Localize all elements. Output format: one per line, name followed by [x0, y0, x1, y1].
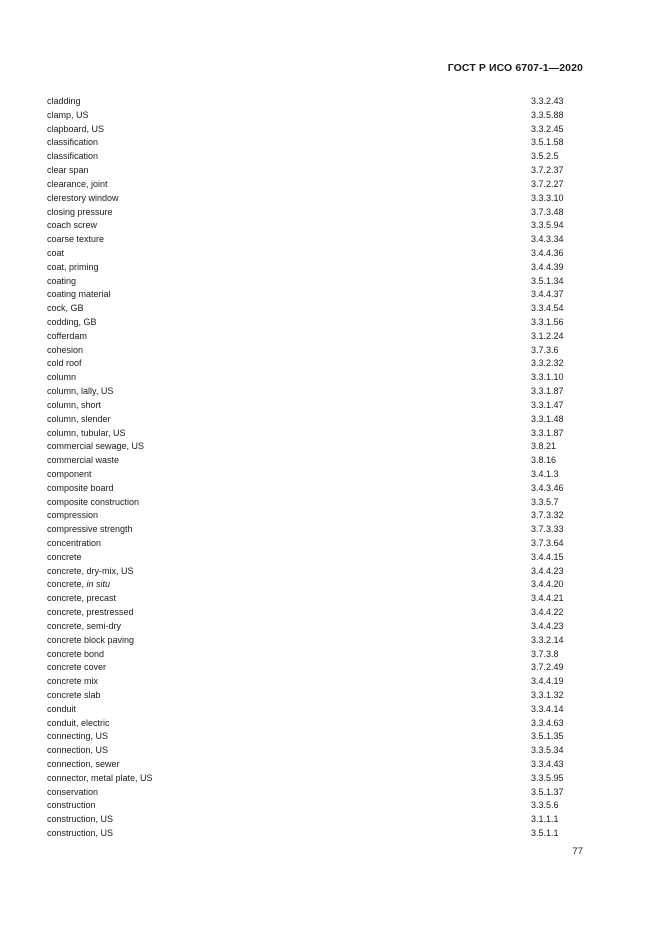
index-term: construction, US — [47, 828, 114, 839]
index-entry — [47, 344, 578, 358]
index-entry — [47, 399, 578, 413]
index-entry — [47, 675, 578, 689]
index-ref: 3.4.3.34 — [531, 234, 564, 245]
index-ref: 3.4.4.19 — [531, 676, 564, 687]
index-entry — [47, 247, 578, 261]
index-ref: 3.3.1.56 — [531, 317, 564, 327]
index-entry — [47, 302, 578, 316]
index-entry — [47, 95, 578, 109]
index-entry — [47, 109, 578, 123]
index-ref: 3.3.2.45 — [531, 123, 564, 134]
index-entry — [47, 468, 578, 482]
index-term: classification — [47, 137, 99, 148]
index-ref: 3.3.1.48 — [531, 413, 564, 424]
index-ref: 3.7.3.8 — [531, 648, 559, 659]
index-entry — [47, 440, 578, 454]
index-entry — [47, 565, 578, 579]
index-entry — [47, 772, 578, 786]
index-ref: 3.4.4.36 — [531, 247, 564, 258]
index-entry — [47, 164, 578, 178]
index-entry — [47, 827, 578, 841]
index-term: concrete bond — [47, 648, 105, 659]
index-entry — [47, 744, 578, 758]
index-ref: 3.3.4.63 — [531, 717, 564, 728]
index-term: composite board — [47, 482, 114, 493]
index-ref: 3.4.3.46 — [531, 482, 564, 493]
index-term: cold roof — [47, 358, 82, 369]
index-ref: 3.4.4.21 — [531, 593, 564, 604]
index-term: connector, metal plate, US — [47, 772, 153, 783]
index-entry — [47, 496, 578, 510]
index-term-text: concrete, — [47, 579, 87, 590]
index-entry — [47, 371, 578, 385]
index-term: cock, GB — [47, 303, 84, 314]
index-entry — [47, 413, 578, 427]
index-ref: 3.3.2.14 — [531, 634, 564, 645]
index-term: conservation — [47, 786, 99, 797]
index-term: concrete, precast — [47, 593, 117, 604]
index-term: concrete, semi-dry — [47, 620, 122, 631]
index-ref: 3.3.1.10 — [531, 372, 564, 383]
index-ref: 3.7.2.49 — [531, 662, 564, 673]
index-ref: 3.3.1.87 — [531, 386, 564, 397]
index-term: connection, sewer — [47, 759, 120, 769]
index-entry — [47, 357, 578, 371]
index-term: component — [47, 468, 92, 479]
index-ref: 3.3.5.88 — [531, 109, 564, 120]
index-ref: 3.3.5.34 — [531, 745, 564, 756]
index-entry — [47, 551, 578, 565]
index-ref: 3.3.5.94 — [531, 220, 564, 231]
index-term: coating material — [47, 289, 111, 300]
term-index-list — [47, 95, 578, 841]
index-entry — [47, 634, 578, 648]
index-ref: 3.4.4.23 — [531, 565, 564, 576]
index-term: closing pressure — [47, 206, 113, 217]
index-ref: 3.3.1.87 — [531, 427, 564, 438]
index-entry — [47, 523, 578, 537]
index-entry — [47, 592, 578, 606]
index-entry — [47, 661, 578, 675]
index-entry — [47, 606, 578, 620]
index-ref: 3.4.4.39 — [531, 261, 564, 272]
index-entry — [47, 758, 578, 772]
index-ref: 3.5.1.35 — [531, 731, 564, 742]
document-header: ГОСТ Р ИСО 6707-1—2020 — [447, 62, 583, 74]
index-entry — [47, 427, 578, 441]
index-ref: 3.5.1.37 — [531, 786, 564, 797]
index-entry — [47, 454, 578, 468]
index-entry — [47, 703, 578, 717]
index-term: concrete slab — [47, 689, 101, 700]
index-entry — [47, 620, 578, 634]
index-ref: 3.5.2.5 — [531, 151, 559, 162]
index-term: concrete mix — [47, 676, 99, 687]
index-ref: 3.3.1.32 — [531, 689, 564, 700]
index-term: conduit — [47, 703, 77, 714]
index-entry — [47, 509, 578, 523]
index-entry — [47, 261, 578, 275]
index-entry — [47, 717, 578, 731]
index-entry — [47, 537, 578, 551]
index-ref: 3.4.4.23 — [531, 620, 564, 631]
index-entry — [47, 123, 578, 137]
index-ref: 3.3.2.43 — [531, 96, 564, 106]
index-ref: 3.4.4.15 — [531, 551, 564, 562]
index-ref: 3.4.4.37 — [531, 289, 564, 300]
index-ref: 3.3.5.95 — [531, 772, 564, 783]
index-term: concrete — [47, 551, 82, 562]
index-term — [47, 578, 110, 592]
index-term: clamp, US — [47, 109, 89, 120]
index-term: composite construction — [47, 496, 140, 507]
index-ref: 3.8.21 — [531, 441, 557, 452]
index-ref: 3.3.2.32 — [531, 358, 564, 369]
index-term: concrete, dry-mix, US — [47, 565, 134, 576]
index-ref: 3.5.1.34 — [531, 275, 564, 286]
index-entry — [47, 206, 578, 220]
index-entry — [47, 178, 578, 192]
index-term: compressive strength — [47, 524, 133, 535]
index-entry — [47, 275, 578, 289]
index-entry — [47, 813, 578, 827]
index-term: coating — [47, 275, 77, 286]
index-ref: 3.3.4.14 — [531, 703, 564, 714]
index-ref: 3.4.1.3 — [531, 468, 559, 479]
index-ref: 3.7.3.33 — [531, 524, 564, 535]
index-ref: 3.5.1.58 — [531, 137, 564, 148]
index-term: cladding — [47, 96, 81, 106]
index-term-italic: in situ — [86, 579, 111, 590]
index-ref: 3.3.3.10 — [531, 192, 564, 203]
index-entry — [47, 288, 578, 302]
index-term: coat, priming — [47, 261, 99, 272]
index-term: connection, US — [47, 745, 109, 756]
index-entry — [47, 136, 578, 150]
index-entry — [47, 330, 578, 344]
index-ref: 3.7.3.48 — [531, 206, 564, 217]
index-term: commercial waste — [47, 455, 120, 466]
index-entry — [47, 648, 578, 662]
index-ref: 3.8.16 — [531, 455, 557, 466]
index-ref: 3.3.4.54 — [531, 303, 564, 314]
index-term: cofferdam — [47, 330, 87, 341]
index-term: column, lally, US — [47, 386, 114, 397]
index-term: compression — [47, 510, 99, 521]
index-term: concentration — [47, 538, 102, 548]
index-term: column — [47, 372, 77, 383]
index-term: coat — [47, 247, 65, 258]
index-term: column, short — [47, 399, 102, 410]
index-term: codding, GB — [47, 317, 97, 327]
index-entry — [47, 385, 578, 399]
index-entry — [47, 799, 578, 813]
index-term: coarse texture — [47, 234, 105, 245]
index-term: connecting, US — [47, 731, 109, 742]
index-term: commercial sewage, US — [47, 441, 145, 452]
index-term: cohesion — [47, 344, 84, 355]
index-entry — [47, 689, 578, 703]
index-ref: 3.3.5.6 — [531, 800, 559, 811]
index-term: construction, US — [47, 814, 114, 825]
index-ref: 3.3.4.43 — [531, 759, 564, 769]
index-ref: 3.4.4.20 — [531, 579, 564, 590]
index-ref: 3.5.1.1 — [531, 828, 559, 839]
index-term: construction — [47, 800, 96, 811]
index-term: clear span — [47, 165, 89, 176]
index-ref: 3.7.2.27 — [531, 178, 564, 189]
index-ref: 3.7.3.64 — [531, 538, 564, 548]
index-term: coach screw — [47, 220, 98, 231]
index-term: clerestory window — [47, 192, 119, 203]
index-term: conduit, electric — [47, 717, 110, 728]
index-entry — [47, 730, 578, 744]
index-ref: 3.7.2.37 — [531, 165, 564, 176]
index-ref: 3.7.3.6 — [531, 344, 559, 355]
index-term: column, tubular, US — [47, 427, 126, 438]
index-ref: 3.4.4.22 — [531, 607, 564, 618]
index-ref: 3.3.5.7 — [531, 496, 559, 507]
index-ref: 3.3.1.47 — [531, 399, 564, 410]
index-entry — [47, 786, 578, 800]
index-term: clapboard, US — [47, 123, 105, 134]
index-entry — [47, 150, 578, 164]
index-ref: 3.1.1.1 — [531, 814, 559, 825]
index-term: clearance, joint — [47, 178, 108, 189]
index-term: column, slender — [47, 413, 111, 424]
index-ref: 3.7.3.32 — [531, 510, 564, 521]
index-entry — [47, 219, 578, 233]
index-term: concrete block paving — [47, 634, 135, 645]
index-entry — [47, 316, 578, 330]
page-number: 77 — [572, 846, 583, 857]
index-term: concrete cover — [47, 662, 107, 673]
index-entry — [47, 192, 578, 206]
index-entry — [47, 482, 578, 496]
index-entry — [47, 233, 578, 247]
index-term: classification — [47, 151, 99, 162]
index-term: concrete, prestressed — [47, 607, 134, 618]
index-ref: 3.1.2.24 — [531, 330, 564, 341]
index-entry — [47, 578, 578, 592]
